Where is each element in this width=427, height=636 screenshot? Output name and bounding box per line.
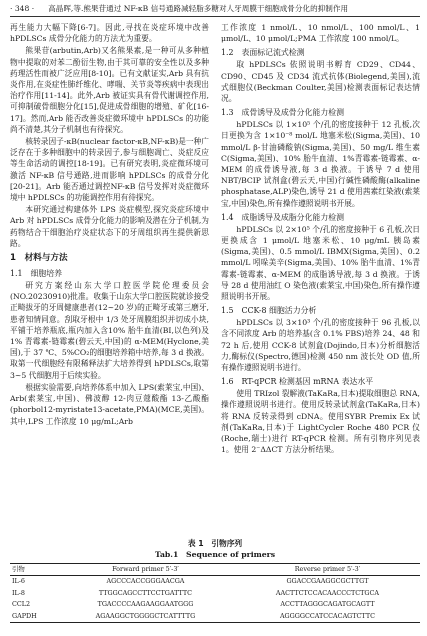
right-column: [221, 22, 420, 457]
body-paragraph: hPDLSCs 以 2×10⁵ 个/孔的密度接种于 6 孔板,次日更换成含 1 μmol/L 地塞米松、10 μg/mL 胰岛素(Sigma,美国)、0.5 mmol/L IBMX(Sigma,美国)、0.2 mmol/L 吲哚美辛(Sigma,美国)、10% 胎牛血清、1%青霉素-链霉素、α-MEM 的成脂诱导液,每 3 d 换液。于诱导 28 d 使用油红 O 染色液(索莱宝,中国)染色,所有操作遵照说明书开展。: [221, 224, 420, 302]
body-paragraph: 本研究通过构建体外 LPS 炎症模型,探究炎症环境中 Arb 对 hPDLSCs 成骨分化能力的影响及潜在分子机制,为药物结合干细胞治疗炎症状态下的牙周组织再生提供新思路。: [10, 205, 209, 248]
body-paragraph: 核转录因子-κB(nuclear factor-κB,NF-κB)是一种广泛存在于多种细胞中的转录因子,参与细胞凋亡、炎症反应等生命活动的调控[18-19]。已有研究表明,炎症微环境可激活 NF-κB 信号通路,进而影响 hPDLSCs 的成骨分化[20-21]。Arb 能否通过调控NF-κB 信号发挥对炎症微环境中 hPDLSCs 的功能调控作用有待探究。: [10, 137, 209, 203]
body-paragraph: 研究方案经山东大学口腔医学院伦理委员会(NO.20230910)批准。收集于山东大学口腔医院就诊接受正畸拔牙的牙周健康患者(12~20 岁)的正畸牙或第三磨牙,患者知情同意。刮取牙根中 1/3 处牙周膜组织并切成小块,平铺于培养瓶底,瓶内加入含10% 胎牛血清(BI,以色列)及 1% 青霉素-链霉素(碧云天,中国)的 α-MEM(Hyclone,美国),于 37 ℃、5%CO₂的细胞培养箱中培养,每 3 d 换液。取第一代细胞经有限稀释法扩大培养得到 hPDLSCs,取第 3~5 代细胞用于后续实验。: [10, 281, 209, 380]
page-number: · 348 ·: [10, 4, 35, 13]
body-paragraph: 根据实验需要,向培养体系中加入 LPS(索莱宝,中国)、Arb(索莱宝,中国)、佛波醇 12-肉豆蔻酸酯 13-乙酸酯(phorbol12-myristate13-acetate,PMA)(MCE,美国)。其中,LPS 工作浓度 10 μg/mL;Arb: [10, 382, 209, 426]
primer-name: IL-8: [12, 588, 25, 597]
reverse-sequence: AGGGGCCATCCACAGTCTTC: [235, 611, 420, 623]
table-caption-en: Tab.1 Sequence of primers: [154, 550, 276, 559]
forward-sequence: AGAAGGCTGGGGCTCATTTTG: [56, 611, 235, 623]
subsection-heading: 1.1 细胞培养: [10, 269, 63, 279]
forward-sequence: TTGGCAGCCTTCCTGATTTC: [98, 588, 193, 597]
subsection-heading: 1.4 成脂诱导及成脂分化能力检测: [221, 212, 345, 222]
subsection-heading: 1.5 CCK-8 细胞活力分析: [221, 306, 317, 316]
column-header-forward: Forward primer 5′-3′: [56, 564, 235, 576]
header-citation: 高晶晖,等.熊果苷通过 NF-κB 信号通路减轻脂多糖对人牙周膜干细胞成骨分化的抑制作用: [48, 4, 349, 13]
table-caption: [10, 538, 420, 560]
table-row: [10, 611, 420, 623]
body-paragraph: hPDLSCs 以 1×10⁵ 个/孔的密度接种于 12 孔板,次日更换为含 1×10⁻⁸ mol/L 地塞米松(Sigma,美国)、10 mmol/L β-甘油磷酸钠(Sigma,美国)、50 mg/L 维生素 C(Sigma,美国)、10% 胎牛血清、1%青霉素-链霉素、α-MEM 的成骨诱导液,每 3 d 换液。于诱导 7 d 使用 NBT/BCIP 试剂盒(碧云天,中国)行碱性磷酸酶(alkaline phosphatase,ALP)染色,诱导 21 d 使用茜素红染液(索莱宝,中国)染色,所有操作遵照说明书开展。: [221, 120, 420, 208]
body-paragraph: 再生能力大幅下降[6-7]。因此,寻找在炎症环境中改善 hPDLSCs 成骨分化能力的方法尤为重要。: [10, 23, 209, 44]
table-caption-cn: 表 1 引物序列: [187, 539, 243, 548]
reverse-sequence: ACCTTAGGGCAGATGCAGTT: [280, 600, 375, 609]
subsection-heading: 1.6 RT-qPCR 检测基因 mRNA 表达水平: [221, 377, 374, 387]
column-header-reverse: Reverse primer 5′-3′: [235, 564, 420, 576]
body-paragraph: 取 hPDLSCs 依照说明书孵育 CD29、CD44、CD90、CD45 及 CD34 流式抗体(Biolegend,美国),流式细胞仪(Beckman Coulter,美国)检测表面标记表达情况。: [221, 60, 420, 104]
running-header: [10, 2, 420, 17]
primer-table-header: [10, 564, 420, 576]
primer-name: IL-6: [12, 577, 25, 586]
primer-name: CCL2: [12, 600, 31, 609]
section-heading: 1 材料与方法: [10, 253, 68, 264]
column-header-primer: 引物: [10, 564, 56, 576]
left-column: [10, 22, 209, 428]
table-row: [10, 599, 420, 610]
forward-sequence: TGACCCCAAGAAGGAATGGG: [97, 600, 194, 609]
subsection-heading: 1.2 表面标记流式检测: [221, 48, 305, 58]
table-row: [10, 588, 420, 599]
primer-table: [10, 563, 420, 623]
body-paragraph: 工作浓度 1 nmol/L、10 nmol/L、100 nmol/L、1 μmol/L、10 μmol/L;PMA 工作浓度 100 nmol/L。: [221, 23, 420, 44]
table-row: [10, 576, 420, 588]
body-paragraph: 使用 TRIzol 裂解液(TaKaRa,日本)提取细胞总 RNA,操作遵照说明书进行。使用反转录试剂盒(TaKaRa,日本)将 RNA 反转录得到 cDNA。使用SYBR Premix Ex 试剂(TaKaRa,日本)于 LightCycler Roche 480 PCR 仪(Roche,瑞士)进行 RT-qPCR 检测。所有引物序列见表 1。使用 2⁻ΔΔCT 方法分析结果。: [221, 389, 421, 455]
body-paragraph: 熊果苷(arbutin,Arb)又名熊果素,是一种可从多种植物中提取的对苯二酚衍生物,由于其可靠的安全性以及多种药理活性而被广泛应用[8-10]。已有文献证实,Arb 具有抗炎作用,在炎症性肺纤维化、哮喘、关节炎等疾病中表现出治疗作用[11-14]。此外,Arb 被证实具有骨代谢调控作用,可抑制破骨细胞分化[15],促进成骨细胞的增殖、矿化[16-17]。然而,Arb 能否改善炎症微环境中 hPDLSCs 的功能尚不清楚,其分子机制也有待探究。: [10, 46, 209, 134]
forward-sequence: AGCCCACCGGGAACGA: [106, 577, 185, 586]
primer-name: GAPDH: [10, 611, 56, 623]
reverse-sequence: AACTTCTCCACAACCCTCTGCA: [275, 588, 380, 597]
subsection-heading: 1.3 成骨诱导及成骨分化能力检测: [221, 108, 345, 118]
reverse-sequence: GGACCGAAGGCGCTTGT: [286, 577, 369, 586]
body-paragraph: hPDLSCs 以 3×10³ 个/孔的密度接种于 96 孔板,以含不同浓度 Arb 的培养基(含 0.1% FBS)培养 24、48 和 72 h 后,使用 CCK-8 试剂盒(Dojindo,日本)分析细胞活力,酶标仪(Spectro,德国)检测 450 nm 波长处 OD 值,所有操作遵照说明书进行。: [221, 318, 420, 373]
